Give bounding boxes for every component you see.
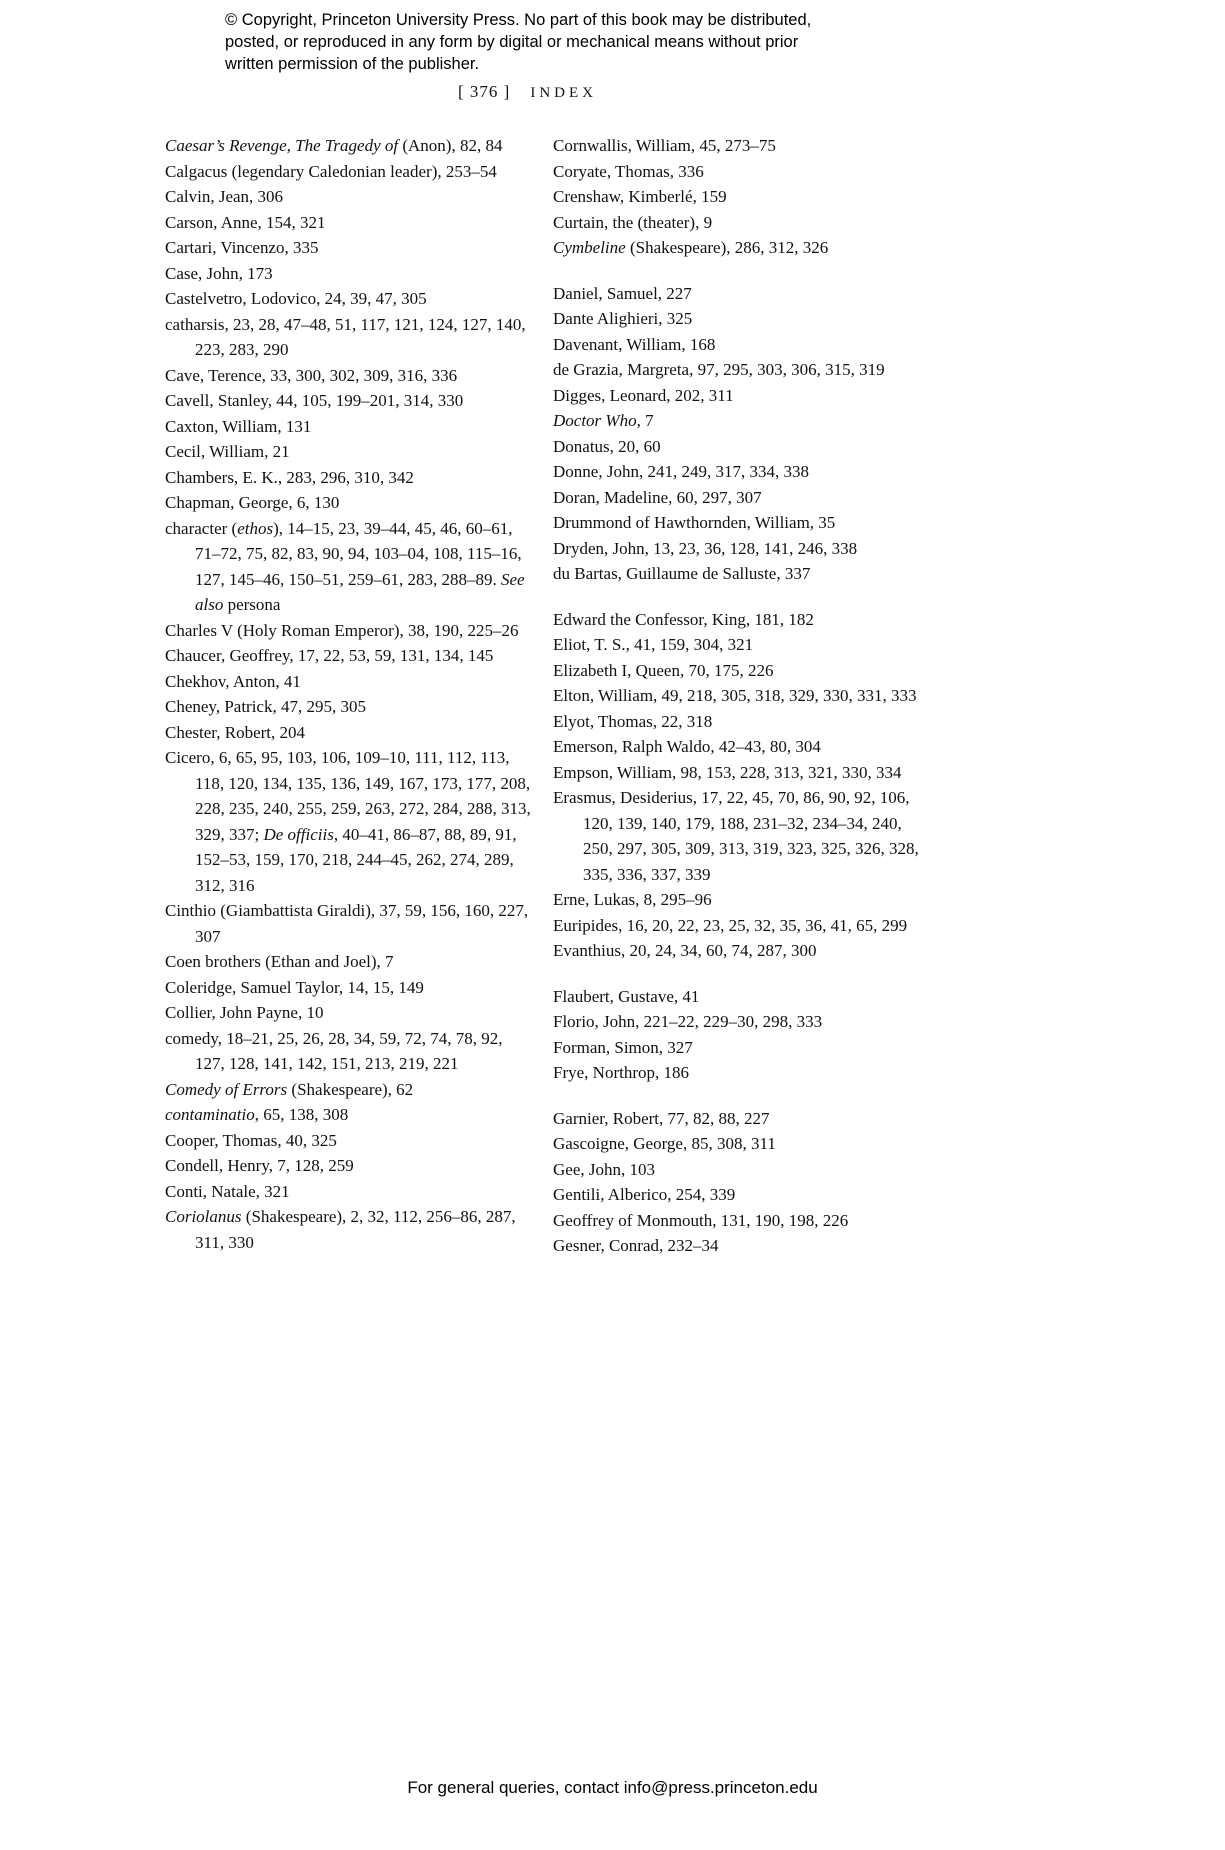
index-entry-text: Castelvetro, Lodovico, 24, 39, 47, 305 <box>165 289 427 308</box>
index-entry-text: , 65, 138, 308 <box>254 1105 349 1124</box>
index-entry-text: Digges, Leonard, 202, 311 <box>553 385 734 405</box>
index-entry <box>553 332 919 358</box>
index-entry-text: (Shakespeare), 2, 32, 112, 256–86, 287, 311, 330 <box>195 1207 516 1252</box>
index-entry <box>553 1106 919 1132</box>
index-entry <box>165 1000 533 1026</box>
index-entry <box>165 1128 533 1154</box>
index-entry <box>553 434 919 460</box>
index-entry-text: Collier, John Payne, 10 <box>165 1003 324 1022</box>
index-entry-text: Forman, Simon, 327 <box>553 1037 693 1057</box>
index-entry <box>165 898 533 949</box>
index-entry-text: Chaucer, Geoffrey, 17, 22, 53, 59, 131, 134, 145 <box>165 646 494 665</box>
index-entry <box>165 363 533 389</box>
index-entry <box>165 1026 533 1077</box>
index-entry-italic-text: contaminatio <box>165 1105 255 1124</box>
index-entry-text: Charles V (Holy Roman Emperor), 38, 190, 225–26 <box>165 620 519 640</box>
index-entry <box>165 1102 533 1128</box>
index-entry <box>165 133 533 159</box>
index-entry-text: Dryden, John, 13, 23, 36, 128, 141, 246, 338 <box>553 538 858 558</box>
index-entry <box>553 210 919 236</box>
index-entry <box>553 1182 919 1208</box>
index-entry <box>165 414 533 440</box>
index-entry-italic-text: Cymbeline <box>553 238 626 257</box>
index-entry <box>165 159 533 185</box>
index-entry <box>553 1035 919 1061</box>
index-entry-text: Donatus, 20, 60 <box>553 436 661 456</box>
index-entry-text: Condell, Henry, 7, 128, 259 <box>165 1156 354 1175</box>
index-entry-text: Conti, Natale, 321 <box>165 1181 290 1201</box>
index-entry-text: Drummond of Hawthornden, William, 35 <box>553 513 836 532</box>
index-entry-text: Edward the Confessor, King, 181, 182 <box>553 609 814 629</box>
index-entry <box>553 306 919 332</box>
index-entry <box>553 133 919 159</box>
index-entry <box>553 510 919 536</box>
index-entry <box>553 159 919 185</box>
index-entry <box>553 561 919 587</box>
index-entry-italic-text: Doctor Who <box>553 411 637 430</box>
index-entry-italic-text: Coriolanus <box>165 1207 242 1226</box>
index-entry-text: Elizabeth I, Queen, 70, 175, 226 <box>553 660 774 680</box>
index-entry-text: Chambers, E. K., 283, 296, 310, 342 <box>165 467 414 487</box>
index-entry <box>165 643 533 669</box>
index-entry-text: Daniel, Samuel, 227 <box>553 283 692 303</box>
index-entry <box>165 439 533 465</box>
index-entry-text: Chester, Robert, 204 <box>165 722 306 742</box>
footer-query-note: For general queries, contact info@press.princeton.edu <box>407 1778 818 1797</box>
index-entry <box>165 669 533 695</box>
index-entry <box>165 184 533 210</box>
index-entry <box>553 683 919 709</box>
index-entry <box>165 618 533 644</box>
copyright-notice: © Copyright, Princeton University Press. No part of this book may be distributed, posted, or reproduced in any form by digital or mechanical means without prior written permission of the publisher. <box>225 11 812 73</box>
index-entry <box>165 210 533 236</box>
index-entry-text: Chekhov, Anton, 41 <box>165 671 301 691</box>
index-entry-text: Florio, John, 221–22, 229–30, 298, 333 <box>553 1012 823 1031</box>
index-entry-text: Calvin, Jean, 306 <box>165 187 284 206</box>
index-entry-text: Cavell, Stanley, 44, 105, 199–201, 314, 330 <box>165 391 464 410</box>
index-entry-text: Gascoigne, George, 85, 308, 311 <box>553 1134 776 1153</box>
index-entry-text: Evanthius, 20, 24, 34, 60, 74, 287, 300 <box>553 941 817 960</box>
index-entry <box>165 516 533 618</box>
index-entry-text: Case, John, 173 <box>165 263 273 283</box>
index-entry-text: Coleridge, Samuel Taylor, 14, 15, 149 <box>165 977 424 997</box>
index-entry <box>553 1208 919 1234</box>
index-entry-text: character ( <box>165 518 238 538</box>
index-entry-text: Cartari, Vincenzo, 335 <box>165 238 319 257</box>
index-entry-text: Empson, William, 98, 153, 228, 313, 321, 330, 334 <box>553 762 902 782</box>
index-entry <box>165 465 533 491</box>
page-title: INDEX <box>530 85 597 101</box>
index-entry <box>165 261 533 287</box>
index-entry-italic-text: Caesar’s Revenge, The Tragedy of <box>165 136 399 155</box>
index-entry <box>553 459 919 485</box>
index-entry <box>165 235 533 261</box>
index-entry <box>553 658 919 684</box>
index-column-right <box>553 133 919 1259</box>
index-entry-text: Cicero, 6, 65, 95, 103, 106, 109–10, 111, 112, 113, 118, 120, 134, 135, 136, 149, 167, 173, 177, 208, 228, 235, 240, 255, 259, 263, 272, 284, 288, 313, 329, 337; <box>165 748 531 844</box>
index-entry-text: Davenant, William, 168 <box>553 334 716 354</box>
index-entry-text: catharsis, 23, 28, 47–48, 51, 117, 121, 124, 127, 140, 223, 283, 290 <box>165 314 526 359</box>
index-entry-text: Carson, Anne, 154, 321 <box>165 212 326 232</box>
index-entry <box>553 281 919 307</box>
index-entry-italic-text: See also <box>195 569 525 614</box>
index-entry-italic-text: Comedy of Errors <box>165 1079 288 1099</box>
index-entry <box>553 1233 919 1259</box>
index-entry <box>165 286 533 312</box>
index-entry-text: Cecil, William, 21 <box>165 442 290 461</box>
index-entry-text: Donne, John, 241, 249, 317, 334, 338 <box>553 462 809 481</box>
index-entry-text: de Grazia, Margreta, 97, 295, 303, 306, 315, 319 <box>553 360 885 379</box>
index-entry-text: (Shakespeare), 62 <box>287 1079 414 1099</box>
index-entry-text: Erasmus, Desiderius, 17, 22, 45, 70, 86, 90, 92, 106, 120, 139, 140, 179, 188, 231–32, 234–34, 240, 250, 297, 305, 309, 313, 319, 323, 325, 326, 328, 335, 336, 337, 339 <box>553 788 919 884</box>
index-entry <box>553 913 919 939</box>
index-entry-italic-text: De officiis <box>263 824 334 844</box>
index-entry <box>165 694 533 720</box>
index-entry-text: Calgacus (legendary Caledonian leader), 253–54 <box>165 161 497 181</box>
index-entry-text: , 40–41, 86–87, 88, 89, 91, 152–53, 159, 170, 218, 244–45, 262, 274, 289, 312, 316 <box>195 824 517 895</box>
index-entry <box>553 383 919 409</box>
index-entry-text: Caxton, William, 131 <box>165 416 312 436</box>
index-entry-text: Geoffrey of Monmouth, 131, 190, 198, 226 <box>553 1210 849 1230</box>
index-entry-text: comedy, 18–21, 25, 26, 28, 34, 59, 72, 74, 78, 92, 127, 128, 141, 142, 151, 213, 219, 221 <box>165 1028 503 1073</box>
index-entry-text: Elton, William, 49, 218, 305, 318, 329, 330, 331, 333 <box>553 686 917 705</box>
index-entry <box>165 1204 533 1255</box>
index-entry <box>553 760 919 786</box>
index-entry <box>165 720 533 746</box>
index-entry <box>553 1009 919 1035</box>
index-entry-text: (Shakespeare), 286, 312, 326 <box>625 238 829 257</box>
index-entry-text: Gee, John, 103 <box>553 1159 655 1179</box>
index-entry <box>553 734 919 760</box>
index-entry <box>553 984 919 1010</box>
index-entry-text: Cave, Terence, 33, 300, 302, 309, 316, 336 <box>165 365 458 385</box>
index-entry-text: Cooper, Thomas, 40, 325 <box>165 1130 337 1150</box>
index-entry-text: Chapman, George, 6, 130 <box>165 493 340 512</box>
index-entry <box>165 490 533 516</box>
index-entry-text: Cornwallis, William, 45, 273–75 <box>553 136 776 155</box>
index-entry-text: Curtain, the (theater), 9 <box>553 212 713 232</box>
running-head <box>458 82 597 102</box>
index-entry <box>553 709 919 735</box>
index-entry <box>553 887 919 913</box>
index-entry <box>553 1131 919 1157</box>
index-entry <box>553 632 919 658</box>
index-entry-text: Crenshaw, Kimberlé, 159 <box>553 187 727 206</box>
index-entry-text: Cinthio (Giambattista Giraldi), 37, 59, 156, 160, 227, 307 <box>165 901 529 946</box>
index-entry <box>553 184 919 210</box>
index-entry-text: (Anon), 82, 84 <box>398 136 503 155</box>
index-entry <box>553 785 919 887</box>
index-entry-text: Elyot, Thomas, 22, 318 <box>553 711 713 731</box>
index-entry <box>553 235 919 261</box>
index-entry-text: Eliot, T. S., 41, 159, 304, 321 <box>553 635 754 654</box>
index-entry-text: Dante Alighieri, 325 <box>553 309 693 328</box>
index-entry <box>165 949 533 975</box>
index-entry-text: Gesner, Conrad, 232–34 <box>553 1236 719 1255</box>
index-entry <box>165 745 533 898</box>
index-entry <box>165 975 533 1001</box>
index-entry-text: , 7 <box>636 411 654 430</box>
index-entry <box>165 1077 533 1103</box>
index-entry-text: Frye, Northrop, 186 <box>553 1063 689 1082</box>
index-entry <box>553 357 919 383</box>
index-entry <box>165 1153 533 1179</box>
index-entry-text: ), 14–15, 23, 39–44, 45, 46, 60–61, 71–72, 75, 82, 83, 90, 94, 103–04, 108, 115–16, 127, 145–46, 150–51, 259–61, 283, 288–89. <box>195 518 522 589</box>
index-entry <box>553 938 919 964</box>
index-entry-text: Euripides, 16, 20, 22, 23, 25, 32, 35, 36, 41, 65, 299 <box>553 915 908 935</box>
index-entry <box>553 536 919 562</box>
index-entry <box>165 312 533 363</box>
index-entry <box>553 607 919 633</box>
index-entry-text: Erne, Lukas, 8, 295–96 <box>553 890 712 909</box>
index-entry-text: du Bartas, Guillaume de Salluste, 337 <box>553 564 811 583</box>
index-entry-text: Cheney, Patrick, 47, 295, 305 <box>165 697 366 716</box>
index-entry-text: Doran, Madeline, 60, 297, 307 <box>553 487 762 507</box>
index-entry-text: Gentili, Alberico, 254, 339 <box>553 1185 736 1204</box>
index-entry <box>165 1179 533 1205</box>
index-entry <box>165 388 533 414</box>
page-number: [ 376 ] <box>458 82 511 101</box>
index-entry-text: Emerson, Ralph Waldo, 42–43, 80, 304 <box>553 737 821 756</box>
index-entry-text: Garnier, Robert, 77, 82, 88, 227 <box>553 1108 770 1128</box>
index-entry-text: Coryate, Thomas, 336 <box>553 161 704 181</box>
index-column-left <box>165 133 533 1255</box>
index-entry-text: Flaubert, Gustave, 41 <box>553 986 700 1006</box>
index-entry-text: persona <box>223 595 281 614</box>
index-entry-italic-text: ethos <box>237 518 274 538</box>
index-entry <box>553 408 919 434</box>
index-entry <box>553 1060 919 1086</box>
index-entry-text: Coen brothers (Ethan and Joel), 7 <box>165 952 394 971</box>
index-entry <box>553 485 919 511</box>
index-entry <box>553 1157 919 1183</box>
